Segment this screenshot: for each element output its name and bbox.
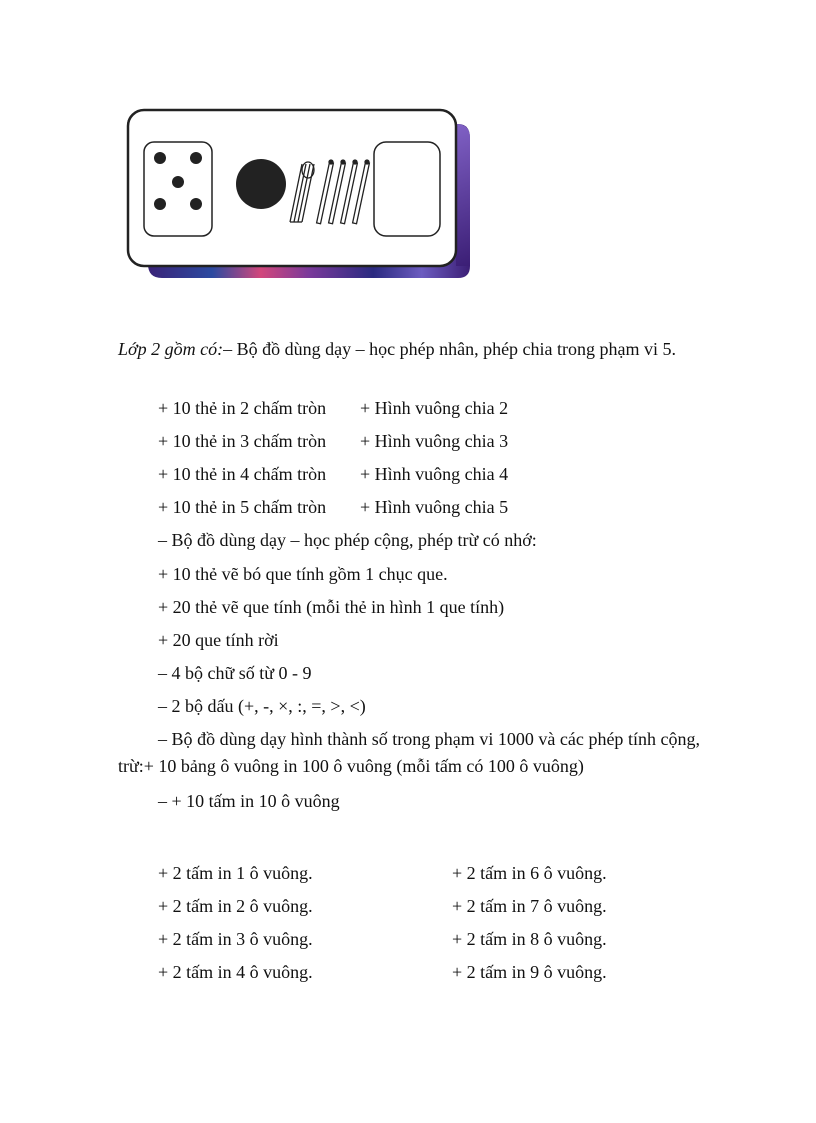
mult-card-item: + 10 thẻ in 2 chấm tròn <box>158 398 327 418</box>
number-section-paragraph: – Bộ đồ dùng dạy hình thành số trong phạm vi 1000 và các phép tính cộng, trừ:+ 10 bảng ô vuông in 100 ô vuông (mỗi tấm có 100 ô vuông) <box>118 729 700 776</box>
blank-square-card-icon <box>374 142 440 236</box>
addition-item: – 4 bộ chữ số từ 0 - 9 <box>158 663 312 683</box>
square-item-right: + 2 tấm in 8 ô vuông. <box>452 929 607 949</box>
square-item-right: + 2 tấm in 7 ô vuông. <box>452 896 607 916</box>
square-item-left: + 2 tấm in 3 ô vuông. <box>158 929 313 949</box>
mult-card-item: + 10 thẻ in 5 chấm tròn <box>158 497 327 517</box>
dot-card-icon <box>236 159 286 209</box>
mult-square-item: + Hình vuông chia 2 <box>360 398 509 418</box>
addition-heading: – Bộ đồ dùng dạy – học phép cộng, phép trừ có nhớ: <box>158 530 537 550</box>
square-item-left: + 2 tấm in 4 ô vuông. <box>158 962 313 982</box>
dice-five-card-icon <box>144 142 212 236</box>
addition-item: + 20 que tính rời <box>158 630 279 650</box>
mult-square-item: + Hình vuông chia 3 <box>360 431 509 451</box>
intro-text: – Bộ đồ dùng dạy – học phép nhân, phép chia trong phạm vi 5. <box>223 339 677 359</box>
addition-item: + 20 thẻ vẽ que tính (mỗi thẻ in hình 1 que tính) <box>158 597 505 617</box>
mult-square-item: + Hình vuông chia 4 <box>360 464 509 484</box>
teaching-kit-illustration <box>118 104 480 290</box>
square-item-left: + 2 tấm in 1 ô vuông. <box>158 863 313 883</box>
addition-item: + 10 thẻ vẽ bó que tính gồm 1 chục que. <box>158 564 448 584</box>
addition-item: – 2 bộ dấu (+, -, ×, :, =, >, <) <box>158 696 366 716</box>
mult-card-item: + 10 thẻ in 4 chấm tròn <box>158 464 327 484</box>
square-item-right: + 2 tấm in 6 ô vuông. <box>452 863 607 883</box>
number-section-item: – + 10 tấm in 10 ô vuông <box>158 791 340 811</box>
intro-paragraph <box>118 336 700 362</box>
mult-square-item: + Hình vuông chia 5 <box>360 497 509 517</box>
intro-label: Lớp 2 gồm có: <box>118 339 224 359</box>
square-item-right: + 2 tấm in 9 ô vuông. <box>452 962 607 982</box>
square-item-left: + 2 tấm in 2 ô vuông. <box>158 896 313 916</box>
mult-card-item: + 10 thẻ in 3 chấm tròn <box>158 431 327 451</box>
